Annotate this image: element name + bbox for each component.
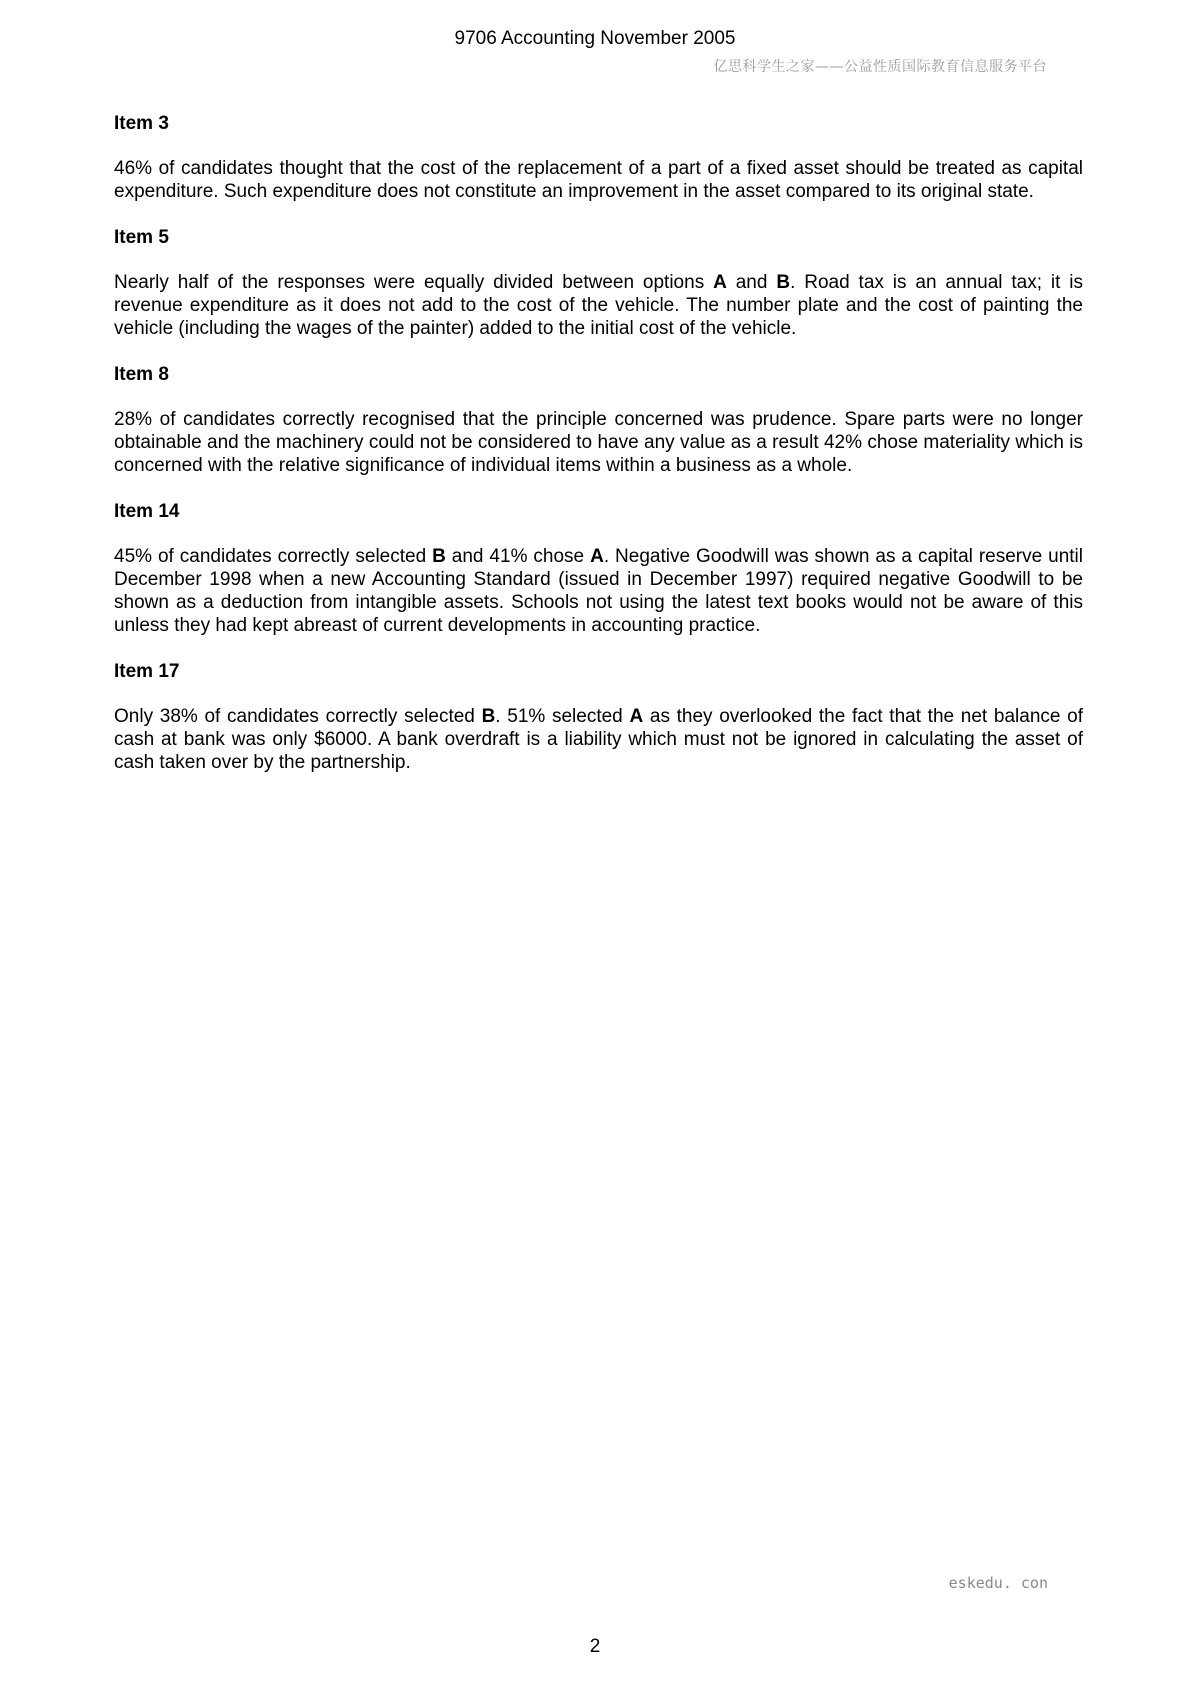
paragraph-text: 28% of candidates correctly recognised that the principle concerned was prudence. Spare parts were no longer obtainable and the machinery could not be considered to have any value as a result 42% chose materiality which is concerned with the relative significance of individual items within a business as a whole.: [114, 409, 1083, 476]
item-heading: Item 8: [114, 364, 169, 385]
item-paragraph: [114, 408, 1083, 477]
option-letter: B: [432, 546, 446, 567]
item-section: [114, 112, 1083, 203]
page-number: 2: [589, 1636, 601, 1657]
paragraph-text: and 41% chose: [445, 546, 591, 567]
option-letter: B: [776, 272, 791, 293]
item-section: [114, 226, 1083, 340]
option-letter: A: [590, 546, 604, 567]
paragraph-text: . 51% selected: [495, 706, 630, 727]
item-section: [114, 363, 1083, 477]
paragraph-text: . Negative Goodwill was shown as a capital reserve until December 1998 when a new Accounting Standard (issued in December 1997) required negative Goodwill to be shown as a deduction from intangible assets. Schools not using the latest text books would not be aware of this unless they had kept abreast of current developments in accounting practice.: [114, 546, 1083, 636]
item-section: [114, 500, 1083, 637]
option-letter: A: [713, 272, 727, 293]
item-section: [114, 660, 1083, 774]
footer-website-text: eskedu. con: [948, 1574, 1048, 1592]
item-paragraph: [114, 271, 1083, 340]
item-paragraph: [114, 545, 1083, 637]
item-heading: Item 14: [114, 501, 180, 522]
paragraph-text: Nearly half of the responses were equally divided between options: [114, 272, 714, 293]
paragraph-text: and: [726, 272, 777, 293]
item-heading: Item 17: [114, 661, 180, 682]
paragraph-text: 45% of candidates correctly selected: [114, 546, 433, 567]
page-header-title: 9706 Accounting November 2005: [454, 28, 736, 49]
watermark-text: 亿思科学生之家——公益性质国际教育信息服务平台: [713, 59, 1047, 75]
item-paragraph: [114, 157, 1083, 203]
option-letter: B: [481, 706, 496, 727]
paragraph-text: 46% of candidates thought that the cost of the replacement of a part of a fixed asset should be treated as capital expenditure. Such expenditure does not constitute an improvement in the asset compared to its original state.: [114, 158, 1083, 202]
item-paragraph: [114, 705, 1083, 774]
item-heading: Item 5: [114, 227, 169, 248]
paragraph-text: as they overlooked the fact that the net balance of cash at bank was only $6000. A bank overdraft is a liability which must not be ignored in calculating the asset of cash taken over by the partnership.: [114, 706, 1083, 773]
paragraph-text: Only 38% of candidates correctly selected: [114, 706, 482, 727]
item-heading: Item 3: [114, 113, 169, 134]
document-body: [114, 112, 1083, 797]
option-letter: A: [629, 706, 644, 727]
paragraph-text: . Road tax is an annual tax; it is revenue expenditure as it does not add to the cost of the vehicle. The number plate and the cost of painting the vehicle (including the wages of the painter) added to the initial cost of the vehicle.: [114, 272, 1084, 339]
